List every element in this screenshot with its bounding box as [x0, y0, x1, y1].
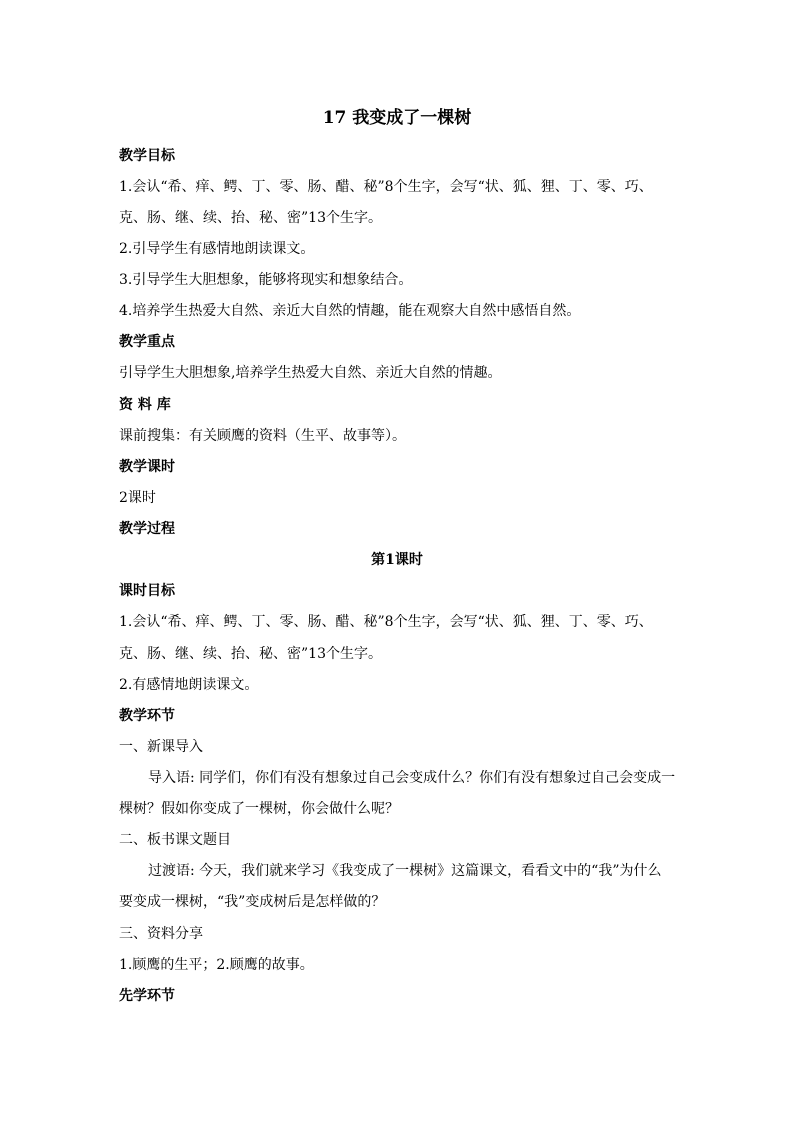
- class-hours-text: 2课时: [119, 490, 156, 506]
- goal-1-line-1: 1.会认“希、痒、鳄、丁、零、肠、醋、秘”8个生字，会写“状、狐、狸、丁、零、巧、: [119, 179, 653, 195]
- step-1-paragraph-line-2: 棵树？假如你变成了一棵树，你会做什么呢？: [119, 801, 399, 817]
- goal-1-line-2: 克、肠、继、续、抬、秘、密”13个生字。: [119, 210, 382, 226]
- lesson-goal-2: 2.有感情地朗读课文。: [119, 677, 259, 693]
- goal-3: 3.引导学生大胆想象，能够将现实和想象结合。: [119, 272, 413, 288]
- goal-4: 4.培养学生热爱大自然、亲近大自然的情趣，能在观察大自然中感悟自然。: [119, 303, 581, 319]
- step-2-paragraph-line-1: 过渡语: 今天，我们就来学习《我变成了一棵树》这篇课文，看看文中的“我”为什么: [148, 863, 662, 879]
- lesson-1-heading: 第1课时: [371, 552, 423, 568]
- step-1-heading: 一、新课导入: [119, 739, 203, 755]
- heading-teaching-focus: 教学重点: [119, 334, 175, 350]
- heading-teaching-steps: 教学环节: [119, 708, 175, 724]
- heading-teaching-goals: 教学目标: [119, 148, 175, 164]
- lesson-goal-1-line-1: 1.会认“希、痒、鳄、丁、零、肠、醋、秘”8个生字，会写“状、狐、狸、丁、零、巧、: [119, 614, 653, 630]
- step-1-paragraph-line-1: 导入语: 同学们，你们有没有想象过自己会变成什么？你们有没有想象过自己会变成一: [148, 770, 676, 786]
- heading-pre-learning: 先学环节: [119, 988, 175, 1004]
- heading-lesson-goals: 课时目标: [119, 583, 175, 599]
- step-2-paragraph-line-2: 要变成一棵树，“我”变成树后是怎样做的？: [119, 894, 386, 910]
- teaching-focus-text: 引导学生大胆想象,培养学生热爱大自然、亲近大自然的情趣。: [119, 365, 502, 381]
- goal-2: 2.引导学生有感情地朗读课文。: [119, 241, 315, 257]
- heading-resources: 资 料 库: [119, 397, 171, 413]
- step-3-text: 1.顾鹰的生平；2.顾鹰的故事。: [119, 957, 314, 973]
- heading-class-hours: 教学课时: [119, 459, 175, 475]
- heading-teaching-process: 教学过程: [119, 521, 175, 537]
- lesson-goal-1-line-2: 克、肠、继、续、抬、秘、密”13个生字。: [119, 646, 382, 662]
- step-3-heading: 三、资料分享: [119, 926, 203, 942]
- resources-text: 课前搜集：有关顾鹰的资料（生平、故事等）。: [119, 428, 406, 444]
- step-2-heading: 二、板书课文题目: [119, 832, 231, 848]
- document-title: 17 我变成了一棵树: [322, 108, 472, 128]
